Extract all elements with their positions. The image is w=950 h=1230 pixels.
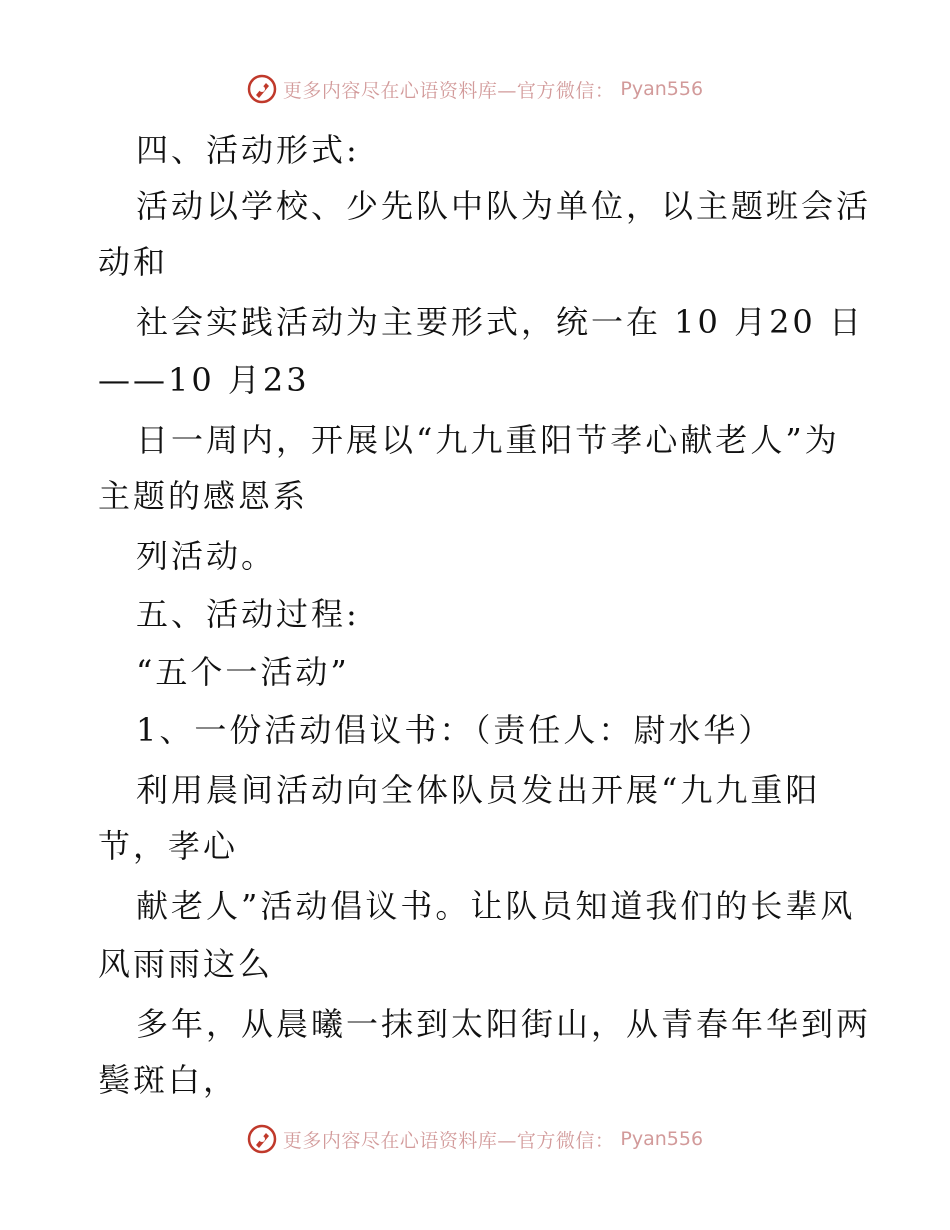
paragraph-line: 风雨雨这么	[98, 945, 274, 983]
paragraph-line: 鬓斑白，	[98, 1061, 239, 1099]
watermark-bottom	[0, 1124, 950, 1154]
paragraph-line: 日一周内，开展以“九九重阳节孝心献老人”为	[136, 421, 840, 459]
section-heading-5: 五、活动过程:	[136, 595, 360, 633]
paragraph-line: 社会实践活动为主要形式，统一在 10 月20 日	[136, 303, 864, 341]
paragraph-line: 献老人”活动倡议书。让队员知道我们的长辈风	[136, 887, 856, 925]
paragraph-line: 节，孝心	[98, 827, 239, 865]
paragraph-line: ——10 月23	[98, 361, 310, 399]
paragraph-line: 活动以学校、少先队中队为单位，以主题班会活	[136, 187, 872, 225]
pen-logo-icon	[247, 74, 277, 104]
section-heading-4: 四、活动形式:	[136, 131, 360, 169]
paragraph-line: 多年，从晨曦一抹到太阳街山，从青春年华到两	[136, 1005, 872, 1043]
watermark-wechat: Pyan556	[620, 78, 704, 100]
watermark-text: 更多内容尽在心语资料库—官方微信：	[282, 79, 615, 102]
paragraph-line: 利用晨间活动向全体队员发出开展“九九重阳	[136, 771, 821, 809]
watermark-wechat: Pyan556	[620, 1128, 704, 1150]
paragraph-line: 列活动。	[136, 537, 277, 575]
paragraph-line: 主题的感恩系	[98, 477, 309, 515]
subheading: “五个一活动”	[136, 653, 350, 691]
watermark-top	[0, 74, 950, 104]
pen-logo-icon	[247, 1124, 277, 1154]
paragraph-line: 动和	[98, 243, 169, 281]
watermark-text: 更多内容尽在心语资料库—官方微信：	[282, 1129, 615, 1152]
item-heading-1: 1、一份活动倡议书：（责任人：尉水华）	[136, 711, 774, 749]
